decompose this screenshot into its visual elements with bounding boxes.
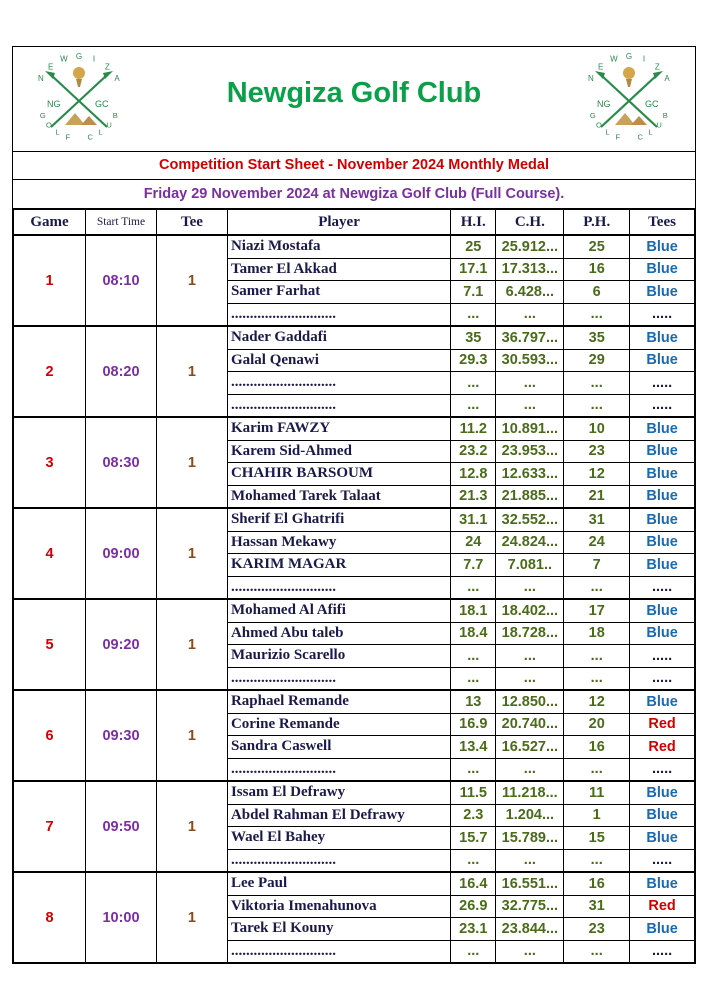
game-number: 3 [14, 417, 86, 508]
tee-color: Blue [630, 599, 695, 622]
course-handicap: ... [496, 667, 564, 690]
player-name: ............................ [227, 303, 450, 326]
player-name: Sandra Caswell [227, 736, 450, 759]
table-row [14, 508, 695, 531]
course-handicap: ... [496, 303, 564, 326]
tee-number: 1 [156, 508, 227, 599]
column-header-hi: H.I. [451, 210, 496, 236]
player-name: Karem Sid-Ahmed [227, 440, 450, 463]
game-number: 5 [14, 599, 86, 690]
course-handicap: ... [496, 576, 564, 599]
game-number: 7 [14, 781, 86, 872]
handicap-index: 13.4 [451, 736, 496, 759]
course-handicap: 18.402... [496, 599, 564, 622]
player-name: Raphael Remande [227, 690, 450, 713]
course-handicap: ... [496, 645, 564, 668]
handicap-index: 23.2 [451, 440, 496, 463]
playing-handicap: 18 [564, 622, 630, 645]
playing-handicap: 17 [564, 599, 630, 622]
course-handicap: 12.850... [496, 690, 564, 713]
handicap-index: 24 [451, 531, 496, 554]
course-handicap: ... [496, 849, 564, 872]
table-body [14, 235, 695, 963]
player-name: Tarek El Kouny [227, 918, 450, 941]
tee-color: Blue [630, 804, 695, 827]
logo-letter: B [112, 110, 118, 120]
playing-handicap: 7 [564, 554, 630, 577]
tee-color: ..... [630, 394, 695, 417]
playing-handicap: 15 [564, 827, 630, 850]
tee-number: 1 [156, 872, 227, 963]
course-handicap: 1.204... [496, 804, 564, 827]
start-time: 09:30 [86, 690, 157, 781]
playing-handicap: ... [564, 940, 630, 963]
table-row [14, 235, 695, 258]
course-handicap: 21.885... [496, 485, 564, 508]
player-name: Sherif El Ghatrifi [227, 508, 450, 531]
handicap-index: ... [451, 372, 496, 395]
course-handicap: ... [496, 758, 564, 781]
tee-color: Blue [630, 918, 695, 941]
player-name: Galal Qenawi [227, 349, 450, 372]
start-time: 10:00 [86, 872, 157, 963]
handicap-index: 35 [451, 326, 496, 349]
column-header-tees: Tees [630, 210, 695, 236]
handicap-index: 12.8 [451, 463, 496, 486]
playing-handicap: 21 [564, 485, 630, 508]
handicap-index: ... [451, 394, 496, 417]
tee-color: Blue [630, 463, 695, 486]
handicap-index: 16.9 [451, 713, 496, 736]
playing-handicap: 1 [564, 804, 630, 827]
tee-color: Blue [630, 349, 695, 372]
table-row [14, 599, 695, 622]
handicap-index: 29.3 [451, 349, 496, 372]
start-time: 08:30 [86, 417, 157, 508]
start-time: 09:00 [86, 508, 157, 599]
playing-handicap: 10 [564, 417, 630, 440]
logo-text-ng: NG [597, 99, 611, 109]
tee-color: Blue [630, 827, 695, 850]
player-name: ............................ [227, 372, 450, 395]
tee-color: ..... [630, 372, 695, 395]
playing-handicap: 31 [564, 508, 630, 531]
table-header-row [14, 210, 695, 236]
column-header-game: Game [14, 210, 86, 236]
pyramid-icon [631, 116, 647, 125]
tee-color: Blue [630, 554, 695, 577]
player-name: Tamer El Akkad [227, 258, 450, 281]
column-header-ch: C.H. [496, 210, 564, 236]
playing-handicap: 6 [564, 281, 630, 304]
column-header-tee: Tee [156, 210, 227, 236]
golf-tee-icon [626, 79, 632, 87]
tee-color: ..... [630, 849, 695, 872]
logo-letter: N [588, 74, 594, 83]
handicap-index: ... [451, 303, 496, 326]
tee-number: 1 [156, 235, 227, 326]
playing-handicap: 24 [564, 531, 630, 554]
handicap-index: 31.1 [451, 508, 496, 531]
playing-handicap: ... [564, 849, 630, 872]
logo-letter: L [98, 127, 103, 137]
playing-handicap: 12 [564, 690, 630, 713]
player-name: Karim FAWZY [227, 417, 450, 440]
handicap-index: ... [451, 645, 496, 668]
playing-handicap: ... [564, 372, 630, 395]
logo-letter: G [75, 52, 83, 61]
competition-date: Friday 29 November 2024 at Newgiza Golf Club (Full Course). [13, 180, 695, 209]
table-row [14, 417, 695, 440]
tee-number: 1 [156, 326, 227, 417]
player-name: Viktoria Imenahunova [227, 895, 450, 918]
player-name: ............................ [227, 849, 450, 872]
start-time: 09:20 [86, 599, 157, 690]
course-handicap: 10.891... [496, 417, 564, 440]
tee-color: Red [630, 895, 695, 918]
playing-handicap: 35 [564, 326, 630, 349]
logo-letter: C [637, 132, 643, 142]
pyramid-icon [65, 113, 85, 125]
tee-number: 1 [156, 781, 227, 872]
logo-letter: C [87, 132, 93, 142]
tee-number: 1 [156, 417, 227, 508]
logo-letter: U [656, 120, 662, 130]
logo-letter: E [598, 62, 604, 72]
logo-text-gc: GC [645, 99, 659, 109]
course-handicap: ... [496, 940, 564, 963]
table-row [14, 326, 695, 349]
table-row [14, 690, 695, 713]
game-number: 1 [14, 235, 86, 326]
tee-number: 1 [156, 599, 227, 690]
logo-letter: N [38, 74, 44, 83]
tee-color: Blue [630, 781, 695, 804]
column-header-player: Player [227, 210, 450, 236]
tee-color: Blue [630, 485, 695, 508]
course-handicap: 24.824... [496, 531, 564, 554]
logo-letter: Z [654, 62, 660, 72]
handicap-index: 16.4 [451, 872, 496, 895]
logo-letter: L [605, 127, 610, 137]
player-name: Lee Paul [227, 872, 450, 895]
handicap-index: 23.1 [451, 918, 496, 941]
course-handicap: 16.551... [496, 872, 564, 895]
logo-letter: F [615, 132, 621, 142]
table-row [14, 781, 695, 804]
playing-handicap: 16 [564, 872, 630, 895]
course-handicap: 36.797... [496, 326, 564, 349]
player-name: Mohamed Tarek Talaat [227, 485, 450, 508]
logo-letter: G [39, 110, 46, 120]
course-handicap: 11.218... [496, 781, 564, 804]
playing-handicap: 23 [564, 440, 630, 463]
course-handicap: 16.527... [496, 736, 564, 759]
player-name: Abdel Rahman El Defrawy [227, 804, 450, 827]
player-name: Niazi Mostafa [227, 235, 450, 258]
tee-color: Blue [630, 281, 695, 304]
handicap-index: 13 [451, 690, 496, 713]
player-name: KARIM MAGAR [227, 554, 450, 577]
tee-color: Red [630, 713, 695, 736]
golf-ball-icon [623, 67, 635, 79]
course-handicap: 20.740... [496, 713, 564, 736]
tee-color: Blue [630, 417, 695, 440]
handicap-index: ... [451, 758, 496, 781]
game-number: 2 [14, 326, 86, 417]
logo-letter: W [60, 54, 68, 64]
club-logo-right [571, 51, 687, 147]
tee-color: Blue [630, 872, 695, 895]
player-name: Nader Gaddafi [227, 326, 450, 349]
playing-handicap: 31 [564, 895, 630, 918]
tee-color: Blue [630, 622, 695, 645]
logo-letter: A [664, 74, 670, 83]
start-time: 09:50 [86, 781, 157, 872]
player-name: Samer Farhat [227, 281, 450, 304]
tee-color: Blue [630, 508, 695, 531]
tee-color: Blue [630, 326, 695, 349]
logo-letter: W [610, 54, 618, 64]
player-name: Issam El Defrawy [227, 781, 450, 804]
course-handicap: 7.081.. [496, 554, 564, 577]
tee-color: ..... [630, 940, 695, 963]
logo-text-gc: GC [95, 99, 109, 109]
player-name: Mohamed Al Afifi [227, 599, 450, 622]
playing-handicap: ... [564, 576, 630, 599]
playing-handicap: 11 [564, 781, 630, 804]
course-handicap: 18.728... [496, 622, 564, 645]
logo-letter: O [46, 120, 52, 130]
player-name: Wael El Bahey [227, 827, 450, 850]
course-handicap: 23.953... [496, 440, 564, 463]
start-time: 08:10 [86, 235, 157, 326]
player-name: ............................ [227, 758, 450, 781]
logo-letter: O [596, 120, 602, 130]
tee-color: ..... [630, 667, 695, 690]
logo-text-ng: NG [47, 99, 61, 109]
playing-handicap: 20 [564, 713, 630, 736]
sheet-header [13, 47, 695, 152]
tee-number: 1 [156, 690, 227, 781]
logo-letter: Z [104, 62, 110, 72]
course-handicap: 12.633... [496, 463, 564, 486]
tee-color: Blue [630, 690, 695, 713]
logo-letter: E [48, 62, 54, 72]
handicap-index: ... [451, 849, 496, 872]
handicap-index: ... [451, 940, 496, 963]
tee-color: ..... [630, 645, 695, 668]
player-name: Hassan Mekawy [227, 531, 450, 554]
tee-color: ..... [630, 303, 695, 326]
player-name: ............................ [227, 940, 450, 963]
start-time: 08:20 [86, 326, 157, 417]
tee-color: Red [630, 736, 695, 759]
player-name: Maurizio Scarello [227, 645, 450, 668]
course-handicap: 15.789... [496, 827, 564, 850]
tee-color: ..... [630, 576, 695, 599]
tee-color: Blue [630, 531, 695, 554]
logo-letter: G [625, 52, 633, 61]
tee-color: ..... [630, 758, 695, 781]
game-number: 6 [14, 690, 86, 781]
tee-color: Blue [630, 235, 695, 258]
club-logo-graphic [588, 52, 670, 141]
handicap-index: 2.3 [451, 804, 496, 827]
playing-handicap: 16 [564, 736, 630, 759]
course-handicap: 30.593... [496, 349, 564, 372]
handicap-index: 18.1 [451, 599, 496, 622]
logo-letter: I [92, 54, 96, 64]
course-handicap: 23.844... [496, 918, 564, 941]
logo-letter: L [648, 127, 653, 137]
player-name: Corine Remande [227, 713, 450, 736]
playing-handicap: 12 [564, 463, 630, 486]
player-name: ............................ [227, 394, 450, 417]
handicap-index: ... [451, 576, 496, 599]
game-number: 4 [14, 508, 86, 599]
course-handicap: 6.428... [496, 281, 564, 304]
start-sheet [12, 46, 696, 964]
pyramid-icon [81, 116, 97, 125]
logo-letter: L [55, 127, 60, 137]
tee-color: Blue [630, 440, 695, 463]
logo-letter: U [106, 120, 112, 130]
handicap-index: 15.7 [451, 827, 496, 850]
table-row [14, 872, 695, 895]
playing-handicap: ... [564, 303, 630, 326]
start-table [13, 209, 695, 963]
competition-title: Competition Start Sheet - November 2024 Monthly Medal [13, 152, 695, 180]
logo-letter: B [662, 110, 668, 120]
column-header-ph: P.H. [564, 210, 630, 236]
handicap-index: 11.5 [451, 781, 496, 804]
club-title: Newgiza Golf Club [226, 77, 482, 109]
playing-handicap: ... [564, 667, 630, 690]
logo-letter: F [65, 132, 71, 142]
course-handicap: 32.552... [496, 508, 564, 531]
handicap-index: 7.7 [451, 554, 496, 577]
playing-handicap: 23 [564, 918, 630, 941]
handicap-index: ... [451, 667, 496, 690]
handicap-index: 21.3 [451, 485, 496, 508]
tee-color: Blue [630, 258, 695, 281]
playing-handicap: 25 [564, 235, 630, 258]
playing-handicap: ... [564, 394, 630, 417]
player-name: Ahmed Abu taleb [227, 622, 450, 645]
handicap-index: 11.2 [451, 417, 496, 440]
player-name: ............................ [227, 576, 450, 599]
player-name: ............................ [227, 667, 450, 690]
playing-handicap: ... [564, 645, 630, 668]
course-handicap: ... [496, 372, 564, 395]
handicap-index: 17.1 [451, 258, 496, 281]
logo-letter: I [642, 54, 646, 64]
pyramid-icon [615, 113, 635, 125]
handicap-index: 25 [451, 235, 496, 258]
handicap-index: 26.9 [451, 895, 496, 918]
course-handicap: 17.313... [496, 258, 564, 281]
playing-handicap: 29 [564, 349, 630, 372]
playing-handicap: ... [564, 758, 630, 781]
handicap-index: 7.1 [451, 281, 496, 304]
handicap-index: 18.4 [451, 622, 496, 645]
column-header-start-time: Start Time [86, 210, 157, 236]
logo-letter: G [589, 110, 596, 120]
logo-letter: A [114, 74, 120, 83]
course-handicap: ... [496, 394, 564, 417]
course-handicap: 32.775... [496, 895, 564, 918]
player-name: CHAHIR BARSOUM [227, 463, 450, 486]
course-handicap: 25.912... [496, 235, 564, 258]
playing-handicap: 16 [564, 258, 630, 281]
game-number: 8 [14, 872, 86, 963]
